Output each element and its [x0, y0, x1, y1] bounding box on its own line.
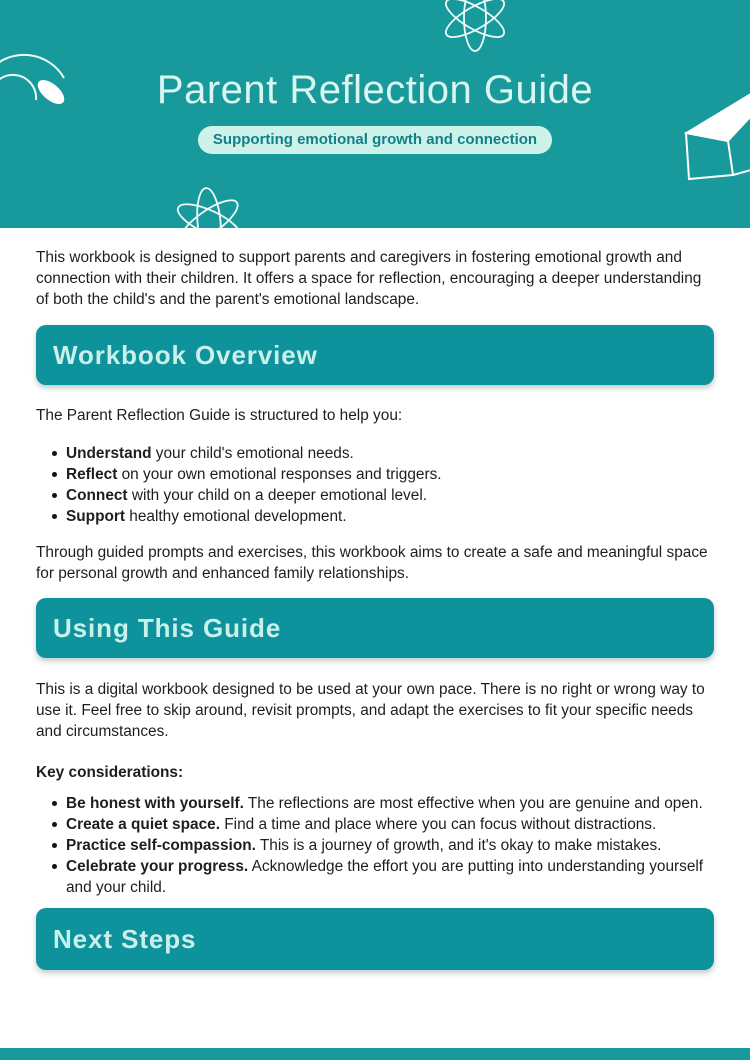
section-title: Next Steps: [53, 923, 197, 954]
key-considerations-subheading: Key considerations:: [36, 764, 184, 781]
list-item: Celebrate your progress. Acknowledge the effort you are putting into understanding yourself and your child.: [66, 856, 714, 898]
page-title: Parent Reflection Guide: [156, 68, 594, 112]
header-banner: [0, 0, 750, 228]
footer-bar: [0, 1048, 750, 1060]
list-item: Be honest with yourself. The reflections are most effective when you are genuine and open.: [66, 793, 714, 814]
overview-bullet-list: [36, 443, 714, 527]
subtitle-badge: Supporting emotional growth and connection: [198, 126, 552, 154]
list-item: Practice self-compassion. This is a journey of growth, and it's okay to make mistakes.: [66, 835, 714, 856]
section-header-using-this-guide: [36, 598, 714, 658]
document-body: [0, 247, 750, 970]
intro-paragraph: This workbook is designed to support parents and caregivers in fostering emotional growth and connection with their children. It offers a space for reflection, encouraging a deeper understanding of both the child's and the parent's emotional landscape.: [36, 249, 702, 308]
section-title: Using This Guide: [53, 612, 282, 643]
atom-icon: [173, 187, 244, 228]
list-item: Support healthy emotional development.: [66, 506, 714, 527]
overview-lead-paragraph: The Parent Reflection Guide is structured to help you:: [36, 407, 403, 424]
considerations-bullet-list: [36, 793, 714, 898]
section-title: Workbook Overview: [53, 339, 318, 370]
section-header-next-steps: [36, 908, 714, 970]
overview-closing-paragraph: Through guided prompts and exercises, this workbook aims to create a safe and meaningful space for personal growth and enhanced family relationships.: [36, 544, 708, 582]
list-item: Connect with your child on a deeper emotional level.: [66, 485, 714, 506]
list-item: Understand your child's emotional needs.: [66, 443, 714, 464]
guide-lead-paragraph: This is a digital workbook designed to be used at your own pace. There is no right or wrong way to use it. Feel free to skip around, revisit prompts, and adapt the exercises to fit your specific needs and circumstances.: [36, 681, 705, 740]
section-header-workbook-overview: [36, 325, 714, 385]
list-item: Create a quiet space. Find a time and place where you can focus without distractions.: [66, 814, 714, 835]
list-item: Reflect on your own emotional responses and triggers.: [66, 464, 714, 485]
